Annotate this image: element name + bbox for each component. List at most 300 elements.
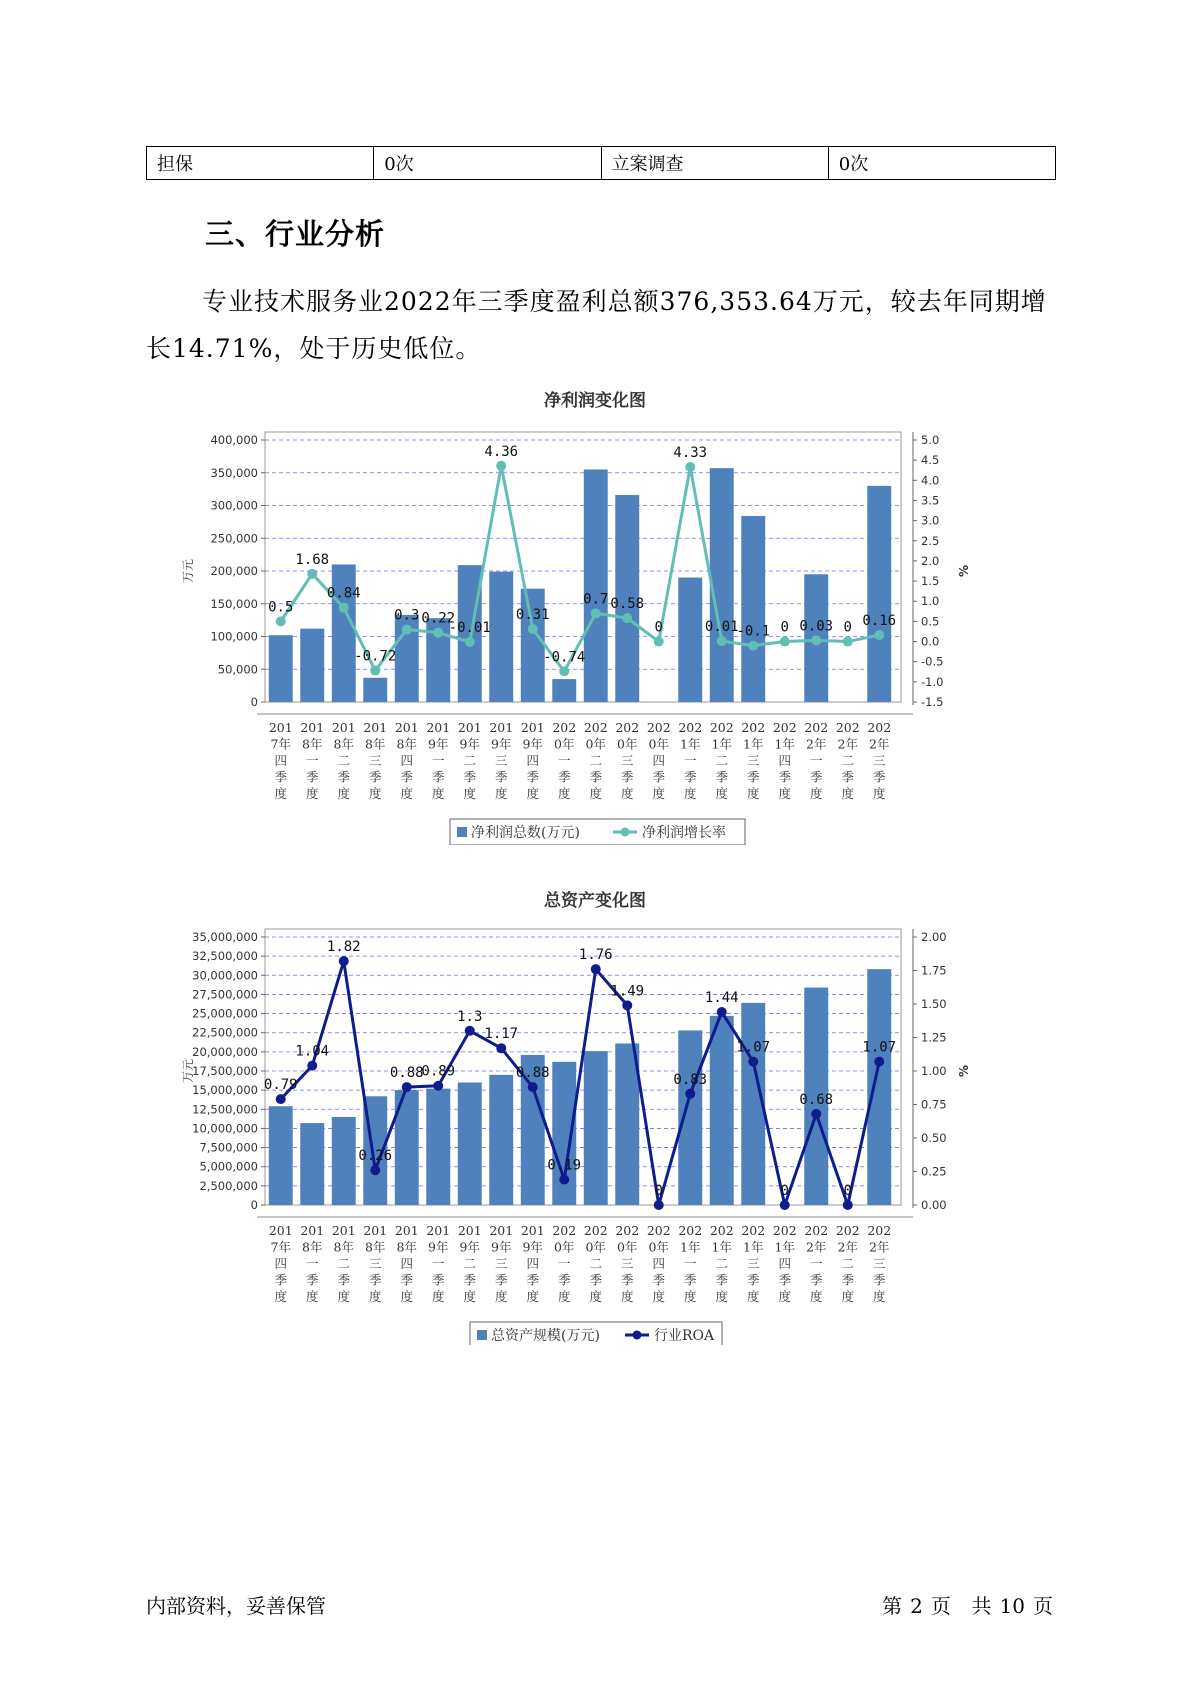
y-tick-label: 100,000: [210, 629, 258, 644]
total-prefix: 共: [971, 1594, 992, 1618]
x-tick-label: 0年: [617, 1239, 638, 1255]
data-label: 0.88: [389, 1065, 424, 1082]
x-tick-label: 201: [394, 720, 419, 735]
x-tick-label: 1年: [680, 736, 701, 752]
x-tick-label: 季: [652, 769, 666, 785]
x-tick-label: 201: [520, 720, 545, 735]
y-tick-label: 0: [250, 695, 258, 709]
x-tick-label: 季: [368, 1272, 382, 1288]
x-tick-label: 202: [867, 1223, 892, 1238]
data-point: [433, 628, 443, 638]
y-tick-label: 22,500,000: [192, 1025, 258, 1040]
x-tick-label: 1年: [680, 1239, 701, 1255]
x-tick-label: 二: [841, 753, 855, 768]
x-tick-label: 度: [778, 786, 792, 801]
data-label: 1.44: [704, 990, 739, 1007]
data-label: 0.3: [394, 607, 420, 624]
x-tick-label: 202: [646, 720, 671, 735]
x-tick-label: 季: [463, 1272, 477, 1288]
x-tick-label: 度: [494, 786, 508, 801]
legend-bar-label: 净利润总数(万元): [471, 825, 580, 841]
y2-tick-label: 1.0: [921, 594, 940, 609]
x-tick-label: 202: [867, 720, 892, 735]
x-tick-label: 度: [400, 1289, 414, 1304]
data-label: -0.74: [543, 649, 586, 666]
legend-bar-swatch: [457, 827, 467, 837]
bar: [741, 516, 765, 702]
x-tick-label: 1年: [774, 736, 795, 752]
x-tick-label: 四: [274, 753, 288, 768]
x-tick-label: 一: [683, 1256, 697, 1271]
bar: [678, 578, 702, 702]
total-assets-chart: [180, 885, 1000, 1345]
table-cell: 0次: [828, 147, 1055, 180]
data-label: 0.01: [704, 619, 739, 636]
x-tick-label: 四: [526, 753, 540, 768]
x-tick-label: 202: [709, 720, 734, 735]
data-point: [811, 1109, 821, 1119]
y-tick-label: 10,000,000: [192, 1121, 258, 1136]
x-tick-label: 二: [337, 1256, 351, 1271]
bar: [521, 589, 545, 702]
x-tick-label: 201: [363, 720, 388, 735]
y2-axis-label: %: [957, 1064, 971, 1078]
data-label: 0: [780, 1183, 789, 1199]
legend-bar-swatch: [477, 1330, 487, 1340]
x-tick-label: 二: [589, 1256, 603, 1271]
x-tick-label: 四: [400, 753, 414, 768]
y-tick-label: 350,000: [210, 465, 258, 480]
x-tick-label: 1年: [774, 1239, 795, 1255]
x-tick-label: 201: [489, 1223, 514, 1238]
y2-tick-label: 1.5: [921, 574, 940, 589]
y-tick-label: 20,000,000: [192, 1044, 258, 1059]
x-tick-label: 四: [778, 753, 792, 768]
x-tick-label: 度: [872, 786, 886, 801]
data-label: 1.76: [578, 947, 613, 964]
x-tick-label: 度: [274, 1289, 288, 1304]
x-tick-label: 2年: [869, 1239, 890, 1255]
x-tick-label: 2年: [806, 1239, 827, 1255]
x-tick-label: 四: [526, 1256, 540, 1271]
x-tick-label: 度: [463, 1289, 477, 1304]
x-tick-label: 9年: [522, 1239, 543, 1255]
bar: [584, 1051, 608, 1205]
x-tick-label: 度: [715, 1289, 729, 1304]
x-tick-label: 度: [337, 786, 351, 801]
bar: [489, 572, 513, 702]
x-tick-label: 度: [589, 786, 603, 801]
x-tick-label: 一: [809, 753, 823, 768]
total-pages: 10: [999, 1594, 1025, 1618]
x-tick-label: 季: [431, 1272, 445, 1288]
data-point: [654, 1200, 664, 1210]
data-point: [559, 666, 569, 676]
x-tick-label: 三: [368, 753, 382, 768]
data-label: 1.82: [326, 939, 361, 956]
data-point: [685, 462, 695, 472]
bar: [710, 1016, 734, 1205]
x-tick-label: 8年: [365, 1239, 386, 1255]
x-tick-label: 202: [835, 720, 860, 735]
bar: [332, 1117, 356, 1205]
data-label: 0.5: [268, 599, 294, 616]
x-tick-label: 季: [274, 1272, 288, 1288]
y2-tick-label: 0.50: [921, 1131, 947, 1145]
x-tick-label: 8年: [365, 736, 386, 752]
x-tick-label: 0年: [617, 736, 638, 752]
x-tick-label: 度: [746, 786, 760, 801]
x-tick-label: 201: [300, 720, 325, 735]
data-point: [496, 1043, 506, 1053]
page-indicator: [878, 1590, 1057, 1619]
y2-tick-label: 5.0: [921, 433, 940, 447]
data-label: 1.07: [862, 1039, 897, 1056]
x-tick-label: 9年: [522, 736, 543, 752]
data-point: [748, 641, 758, 651]
x-tick-label: 季: [746, 1272, 760, 1288]
page-prefix: 第: [882, 1594, 903, 1618]
data-label: 0.84: [326, 585, 361, 602]
x-tick-label: 度: [494, 1289, 508, 1304]
data-label: 0: [654, 1183, 663, 1199]
x-tick-label: 9年: [428, 1239, 449, 1255]
x-tick-label: 度: [526, 1289, 540, 1304]
data-label: 1.49: [610, 983, 645, 1000]
footer-note: 内部资料，妥善保管: [146, 1594, 326, 1618]
data-point: [843, 1200, 853, 1210]
x-tick-label: 三: [620, 753, 634, 768]
x-tick-label: 202: [772, 720, 797, 735]
data-point: [339, 956, 349, 966]
x-tick-label: 201: [394, 1223, 419, 1238]
x-tick-label: 8年: [333, 1239, 354, 1255]
x-tick-label: 季: [778, 769, 792, 785]
legend-line-marker: [633, 1331, 642, 1340]
x-tick-label: 季: [683, 769, 697, 785]
data-label: 4.36: [484, 443, 519, 460]
legend-bar-label: 总资产规模(万元): [491, 1328, 600, 1344]
y2-tick-label: 3.5: [921, 493, 940, 508]
y2-tick-label: 1.00: [921, 1064, 947, 1078]
y-tick-label: 27,500,000: [192, 987, 258, 1002]
x-tick-label: 一: [557, 1256, 571, 1271]
x-tick-label: 202: [741, 1223, 766, 1238]
y2-tick-label: 0.75: [921, 1097, 947, 1112]
x-tick-label: 度: [841, 1289, 855, 1304]
x-tick-label: 0年: [585, 736, 606, 752]
x-tick-label: 度: [746, 1289, 760, 1304]
x-tick-label: 二: [463, 1256, 477, 1271]
x-tick-label: 四: [400, 1256, 414, 1271]
y2-tick-label: 0.00: [921, 1198, 947, 1212]
y-tick-label: 250,000: [210, 531, 258, 546]
data-point: [465, 637, 475, 647]
x-tick-label: 季: [746, 769, 760, 785]
data-label: 1.17: [484, 1026, 519, 1043]
x-tick-label: 202: [583, 720, 608, 735]
x-tick-label: 201: [363, 1223, 388, 1238]
data-label: 0.22: [421, 610, 456, 627]
x-tick-label: 201: [520, 1223, 545, 1238]
x-tick-label: 度: [526, 786, 540, 801]
x-tick-label: 202: [552, 720, 577, 735]
bar: [300, 1123, 324, 1205]
x-tick-label: 四: [778, 1256, 792, 1271]
y2-tick-label: 1.50: [921, 997, 947, 1011]
x-tick-label: 2年: [806, 736, 827, 752]
x-tick-label: 8年: [333, 736, 354, 752]
x-tick-label: 0年: [554, 1239, 575, 1255]
bar: [867, 969, 891, 1205]
x-tick-label: 二: [337, 753, 351, 768]
x-tick-label: 202: [552, 1223, 577, 1238]
x-tick-label: 度: [431, 1289, 445, 1304]
x-tick-label: 度: [305, 786, 319, 801]
x-tick-label: 一: [557, 753, 571, 768]
x-tick-label: 季: [778, 1272, 792, 1288]
x-tick-label: 201: [331, 1223, 356, 1238]
x-tick-label: 季: [620, 1272, 634, 1288]
x-tick-label: 8年: [302, 1239, 323, 1255]
data-point: [402, 624, 412, 634]
net-profit-chart: [180, 385, 1000, 845]
x-tick-label: 季: [809, 769, 823, 785]
bar: [458, 1082, 482, 1205]
x-tick-label: 三: [872, 1256, 886, 1271]
data-point: [465, 1026, 475, 1036]
x-tick-label: 度: [463, 786, 477, 801]
x-tick-label: 201: [457, 720, 482, 735]
x-tick-label: 8年: [396, 736, 417, 752]
y2-tick-label: 2.5: [921, 533, 940, 548]
data-point: [339, 603, 349, 613]
y-tick-label: 50,000: [217, 662, 258, 677]
x-tick-label: 四: [274, 1256, 288, 1271]
x-tick-label: 度: [809, 786, 823, 801]
y2-tick-label: -0.5: [921, 654, 944, 669]
x-tick-label: 202: [772, 1223, 797, 1238]
x-tick-label: 1年: [743, 1239, 764, 1255]
x-tick-label: 季: [274, 769, 288, 785]
data-label: 0.16: [862, 613, 897, 630]
x-tick-label: 1年: [743, 736, 764, 752]
y2-tick-label: 4.5: [921, 453, 940, 468]
x-tick-label: 四: [652, 1256, 666, 1271]
bar: [363, 678, 387, 702]
table-row: [147, 147, 1056, 180]
section-paragraph: 专业技术服务业2022年三季度盈利总额376,353.64万元，较去年同期增长14.71%，处于历史低位。: [146, 287, 1047, 363]
x-tick-label: 度: [557, 786, 571, 801]
y-tick-label: 150,000: [210, 596, 258, 611]
x-tick-label: 三: [620, 1256, 634, 1271]
bar: [710, 468, 734, 702]
x-tick-label: 三: [746, 1256, 760, 1271]
data-point: [654, 637, 664, 647]
y-tick-label: 7,500,000: [199, 1140, 258, 1155]
y2-axis-label: %: [957, 564, 971, 578]
bar: [678, 1030, 702, 1205]
x-tick-label: 度: [809, 1289, 823, 1304]
x-tick-label: 1年: [711, 1239, 732, 1255]
x-tick-label: 201: [331, 720, 356, 735]
data-label: 1.04: [295, 1043, 330, 1060]
y-tick-label: 2,500,000: [199, 1178, 258, 1193]
x-tick-label: 二: [715, 753, 729, 768]
x-tick-label: 202: [615, 1223, 640, 1238]
x-tick-label: 一: [305, 753, 319, 768]
x-tick-label: 度: [557, 1289, 571, 1304]
table-cell: 0次: [374, 147, 601, 180]
x-tick-label: 9年: [459, 736, 480, 752]
x-tick-label: 二: [715, 1256, 729, 1271]
y2-tick-label: 0.25: [921, 1164, 947, 1179]
x-tick-label: 度: [778, 1289, 792, 1304]
data-label: 0: [654, 619, 663, 636]
x-tick-label: 季: [368, 769, 382, 785]
data-label: -0.1: [736, 623, 771, 640]
data-point: [528, 1082, 538, 1092]
x-tick-label: 季: [841, 769, 855, 785]
y2-tick-label: 1.25: [921, 1030, 947, 1045]
y-tick-label: 12,500,000: [192, 1102, 258, 1117]
x-tick-label: 三: [494, 1256, 508, 1271]
x-tick-label: 度: [337, 1289, 351, 1304]
x-tick-label: 一: [305, 1256, 319, 1271]
x-tick-label: 季: [431, 769, 445, 785]
data-point: [843, 637, 853, 647]
data-point: [622, 1000, 632, 1010]
data-label: 0.88: [515, 1065, 550, 1082]
x-tick-label: 0年: [554, 736, 575, 752]
x-tick-label: 度: [368, 786, 382, 801]
x-tick-label: 201: [457, 1223, 482, 1238]
x-tick-label: 201: [300, 1223, 325, 1238]
data-point: [559, 1175, 569, 1185]
x-tick-label: 季: [400, 1272, 414, 1288]
x-tick-label: 季: [557, 1272, 571, 1288]
bar: [300, 629, 324, 702]
x-tick-label: 202: [804, 1223, 829, 1238]
info-table: [146, 146, 1056, 180]
x-tick-label: 三: [746, 753, 760, 768]
x-tick-label: 季: [841, 1272, 855, 1288]
data-point: [307, 1061, 317, 1071]
y2-tick-label: 2.00: [921, 930, 947, 944]
x-tick-label: 三: [872, 753, 886, 768]
x-tick-label: 季: [715, 769, 729, 785]
legend-line-label: 净利润增长率: [642, 825, 726, 841]
x-tick-label: 202: [741, 720, 766, 735]
x-tick-label: 季: [683, 1272, 697, 1288]
x-tick-label: 度: [715, 786, 729, 801]
x-tick-label: 0年: [648, 736, 669, 752]
data-point: [276, 1094, 286, 1104]
y-tick-label: 35,000,000: [192, 930, 258, 944]
data-point: [874, 630, 884, 640]
total-unit: 页: [1033, 1594, 1053, 1618]
data-label: 0.19: [547, 1157, 582, 1174]
y-tick-label: 0: [250, 1198, 258, 1212]
x-tick-label: 季: [715, 1272, 729, 1288]
data-point: [780, 1200, 790, 1210]
y2-tick-label: 0.0: [921, 634, 940, 649]
legend-line-label: 行业ROA: [654, 1328, 715, 1344]
x-tick-label: 201: [268, 1223, 293, 1238]
y2-tick-label: -1.0: [921, 674, 944, 689]
x-tick-label: 度: [305, 1289, 319, 1304]
x-tick-label: 9年: [459, 1239, 480, 1255]
x-tick-label: 季: [305, 1272, 319, 1288]
data-point: [780, 637, 790, 647]
y-tick-label: 400,000: [210, 433, 258, 447]
x-tick-label: 9年: [428, 736, 449, 752]
table-cell: 担保: [147, 147, 374, 180]
x-tick-label: 季: [652, 1272, 666, 1288]
x-tick-label: 二: [589, 753, 603, 768]
x-tick-label: 季: [557, 769, 571, 785]
y2-tick-label: 1.75: [921, 963, 947, 978]
x-tick-label: 2年: [869, 736, 890, 752]
x-tick-label: 201: [268, 720, 293, 735]
x-tick-label: 三: [368, 1256, 382, 1271]
y2-tick-label: 2.0: [921, 553, 940, 568]
x-tick-label: 度: [652, 786, 666, 801]
data-label: -0.01: [448, 619, 491, 636]
y-axis-label: 万元: [181, 1058, 195, 1084]
x-tick-label: 度: [620, 786, 634, 801]
data-label: 0.7: [583, 591, 609, 608]
x-tick-label: 度: [589, 1289, 603, 1304]
x-tick-label: 202: [678, 720, 703, 735]
data-point: [370, 666, 380, 676]
x-tick-label: 一: [683, 753, 697, 768]
x-tick-label: 季: [526, 1272, 540, 1288]
x-tick-label: 8年: [302, 736, 323, 752]
y-tick-label: 300,000: [210, 498, 258, 513]
x-tick-label: 季: [337, 769, 351, 785]
bar: [426, 1089, 450, 1205]
data-point: [433, 1081, 443, 1091]
data-point: [370, 1165, 380, 1175]
data-label: 0: [843, 619, 852, 636]
x-tick-label: 季: [494, 769, 508, 785]
x-tick-label: 二: [463, 753, 477, 768]
data-point: [748, 1057, 758, 1067]
x-tick-label: 度: [274, 786, 288, 801]
x-tick-label: 9年: [491, 1239, 512, 1255]
x-tick-label: 季: [872, 769, 886, 785]
y2-tick-label: -1.5: [921, 695, 944, 709]
data-label: 0.03: [799, 618, 834, 635]
x-tick-label: 季: [337, 1272, 351, 1288]
bar: [867, 486, 891, 702]
x-tick-label: 度: [400, 786, 414, 801]
y-tick-label: 17,500,000: [192, 1064, 258, 1078]
data-point: [874, 1057, 884, 1067]
x-tick-label: 202: [583, 1223, 608, 1238]
page-unit: 页: [930, 1594, 951, 1618]
data-point: [591, 608, 601, 618]
x-tick-label: 度: [368, 1289, 382, 1304]
x-tick-label: 度: [431, 786, 445, 801]
x-tick-label: 一: [809, 1256, 823, 1271]
data-point: [402, 1082, 412, 1092]
x-tick-label: 202: [835, 1223, 860, 1238]
data-point: [717, 1007, 727, 1017]
table-cell: 立案调查: [601, 147, 828, 180]
data-label: 0.83: [673, 1071, 708, 1088]
